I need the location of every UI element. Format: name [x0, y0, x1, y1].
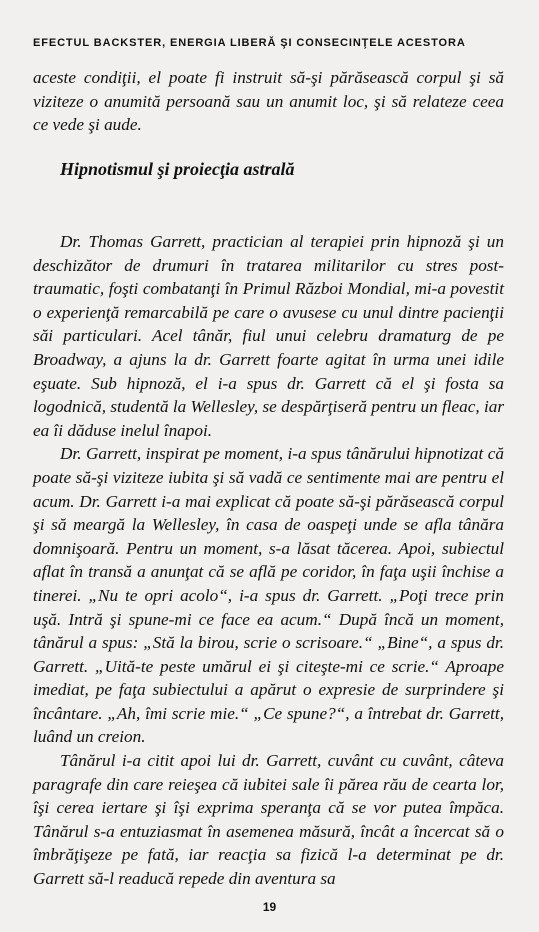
body-paragraph: Dr. Garrett, inspirat pe moment, i-a spus tânărului hipnotizat că poate să-şi viziteze iubita şi să vadă ce sentimente mai are pentru el acum. Dr. Garrett i-a mai explicat că poate să-şi părăsească corpul şi să meargă la Wellesley, în casa de oaspeţi unde se afla tânăra domnişoară. Pentru un moment, s-a lăsat tăcerea. Apoi, subiectul aflat în transă a anunţat că se află pe coridor, în faţa uşii închise a tinerei. „Nu te opri acolo“, i-a spus dr. Garrett. „Poţi trece prin uşă. Intră şi spune-mi ce face ea acum.“ După încă un moment, tânărul a spus: „Stă la birou, scrie o scrisoare.“ „Bine“, a spus dr. Garrett. „Uită-te peste umărul ei şi citeşte-mi ce scrie.“ Aproape imediat, pe faţa subiectului a apărut o expresie de surprindere şi încântare. „Ah, îmi scrie mie.“ „Ce spune?“, a întrebat dr. Garrett, luând un creion.	[33, 444, 504, 747]
body-text	[33, 230, 504, 891]
intro-paragraph: aceste condiţii, el poate fi instruit să-şi părăsească corpul şi să viziteze o anumită persoană sau un anumit loc, şi să relateze ceea ce vede şi aude.	[33, 68, 504, 135]
running-head: EFECTUL BACKSTER, ENERGIA LIBERĂ ŞI CONSECINŢELE ACESTORA	[33, 37, 466, 49]
body-paragraph: Tânărul i-a citit apoi lui dr. Garrett, cuvânt cu cuvânt, câteva paragrafe din care reieşea că iubitei sale îi părea rău de cearta lor, îşi cerea iertare şi îşi exprima speranţa că se vor putea împăca. Tânărul s-a entuziasmat în asemenea măsură, încât a încercat să o îmbrăţişeze pe fată, iar reacţia sa fizică l-a determinat pe dr. Garrett să-l readucă repede din aventura sa	[33, 751, 504, 889]
page-number: 19	[262, 900, 277, 914]
body-paragraph: Dr. Thomas Garrett, practician al terapiei prin hipnoză şi un deschizător de drumuri în tratarea militarilor cu stres post-traumatic, foşti combatanţi în Primul Război Mondial, mi-a povestit o experienţă remarcabilă pe care o avusese cu unul dintre pacienţii săi particulari. Acel tânăr, fiul unui celebru dramaturg de pe Broadway, a ajuns la dr. Garrett foarte agitat în urma unei idile eşuate. Sub hipnoză, el i-a spus dr. Garrett că el şi fosta sa logodnică, studentă la Wellesley, se despărţiseră pentru un fleac, iar ea îi dăduse inelul înapoi.	[33, 232, 505, 440]
section-heading: Hipnotismul şi proiecţia astrală	[60, 159, 295, 179]
intro-text	[33, 66, 504, 137]
